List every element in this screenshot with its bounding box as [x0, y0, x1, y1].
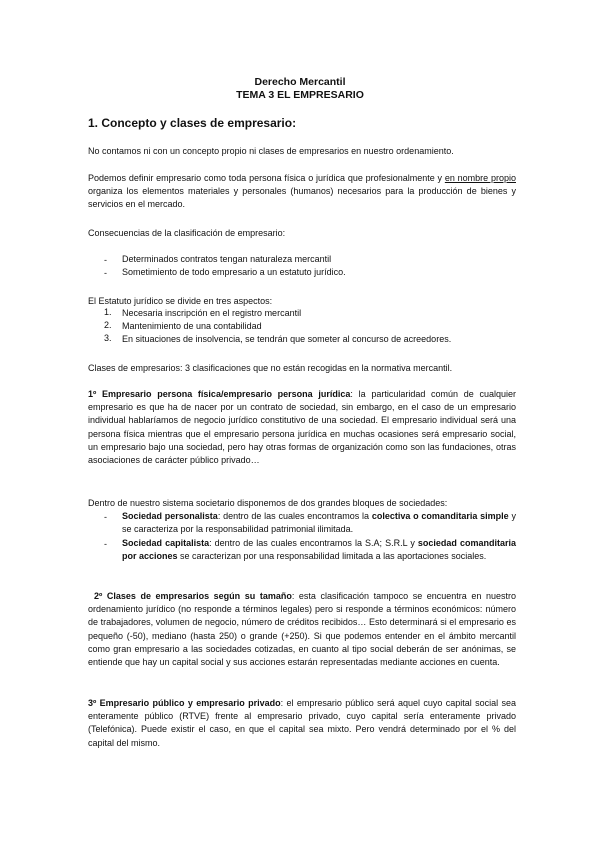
list-item: Determinados contratos tengan naturaleza mercantil [122, 254, 332, 264]
list-item: Mantenimiento de una contabilidad [122, 321, 262, 331]
paragraph-statute: El Estatuto jurídico se divide en tres aspectos: [88, 296, 273, 306]
document-topic: TEMA 3 EL EMPRESARIO [236, 89, 364, 101]
list-number: 3. [104, 333, 112, 343]
list-item: En situaciones de insolvencia, se tendrán que someter al concurso de acreedores. [122, 334, 452, 344]
list-item: Sometimiento de todo empresario a un estatuto jurídico. [122, 267, 346, 277]
class-1-label: 1º Empresario persona física/empresario persona jurídica [88, 389, 351, 399]
list-item-personal [122, 510, 516, 536]
class-2-text: : esta clasificación tampoco se encuentra en nuestro ordenamiento jurídico (no responde a términos legales) pero si responde a términos económicos: número de trabajadores, volumen de negocio, número de créditos recibidos… Esto determinará si el empresario es pequeño (-50), mediano (hasta 250) o grande (+250). Si que podemos entender en el ámbito mercantil como gran empresario a las sociedades cotizadas, en cuanto al tipo social deberán de ser anónimas, se entiende que hay un capital social y sus acciones estarán representadas mediante acciones en cuenta. [88, 591, 516, 668]
paragraph-definition [88, 172, 516, 212]
class-3-label: 3º Empresario público y empresario privado [88, 698, 281, 708]
list-bullet: - [104, 512, 107, 522]
paragraph-class-3 [88, 697, 516, 750]
personal-label: Sociedad personalista [122, 511, 218, 521]
list-item-capital [122, 537, 516, 563]
list-bullet: - [104, 255, 107, 265]
capital-label: Sociedad capitalista [122, 538, 210, 548]
definition-underline: en nombre propio [444, 173, 516, 183]
paragraph-intro: No contamos ni con un concepto propio ni clases de empresarios en nuestro ordenamiento. [88, 146, 454, 156]
list-number: 1. [104, 307, 112, 317]
class-1-text: : la particularidad común de cualquier empresario es que ha de nacer por un contrato de sociedad, sin embargo, en el caso de un empresario individual hablaríamos de negocio jurídico constitutivo de una sociedad. El empresario individual será una persona física mientras que el empresario persona jurídica en muchas ocasiones será empresario social, un empresario bajo una sociedad, pero hay otras formas de organización como son las fundaciones, otras asociaciones de carácter público privado… [88, 389, 516, 466]
document-subject: Derecho Mercantil [254, 76, 346, 88]
paragraph-classes: Clases de empresarios: 3 clasificaciones que no están recogidas en la normativa mercantil. [88, 363, 453, 373]
paragraph-class-1 [88, 388, 516, 467]
class-2-label: 2º Clases de empresarios según su tamaño [94, 591, 292, 601]
list-bullet: - [104, 539, 107, 549]
definition-text-a: Podemos definir empresario como toda persona física o jurídica que profesionalmente y [88, 173, 445, 183]
personal-text-a: : dentro de las cuales encontramos la [217, 511, 372, 521]
class-3-text: : el empresario público será aquel cuyo capital social sea enteramente público (RTVE) frente al empresario privado, cuyo capital sería enteramente privado (Telefónica). Puede existir el caso, en que el capital sea mixto. Pero vendrá determinado por el % del capital del mismo. [88, 698, 517, 748]
paragraph-societies-intro: Dentro de nuestro sistema societario disponemos de dos grandes bloques de sociedades: [88, 498, 448, 508]
list-number: 2. [104, 320, 112, 330]
capital-text-a: : dentro de las cuales encontramos la S.A; S.R.L y [209, 538, 418, 548]
personal-text-c: y se caracteriza por la responsabilidad patrimonial ilimitada. [122, 511, 516, 535]
capital-text-b: sociedad comanditaria por acciones [122, 538, 516, 562]
paragraph-class-2 [88, 590, 516, 669]
capital-text-c: se caracterizan por una responsabilidad limitada a las aportaciones sociales. [177, 551, 487, 562]
list-bullet: - [104, 268, 107, 278]
list-item: Necesaria inscripción en el registro mercantil [122, 308, 302, 318]
definition-text-b: organiza los elementos materiales y personales (humanos) necesarios para la producción de bienes y servicios en el mercado. [88, 186, 516, 210]
section-heading: 1. Concepto y clases de empresario: [88, 116, 297, 130]
personal-text-b: colectiva o comanditaria simple [371, 511, 509, 521]
paragraph-consequences: Consecuencias de la clasificación de empresario: [88, 228, 286, 238]
